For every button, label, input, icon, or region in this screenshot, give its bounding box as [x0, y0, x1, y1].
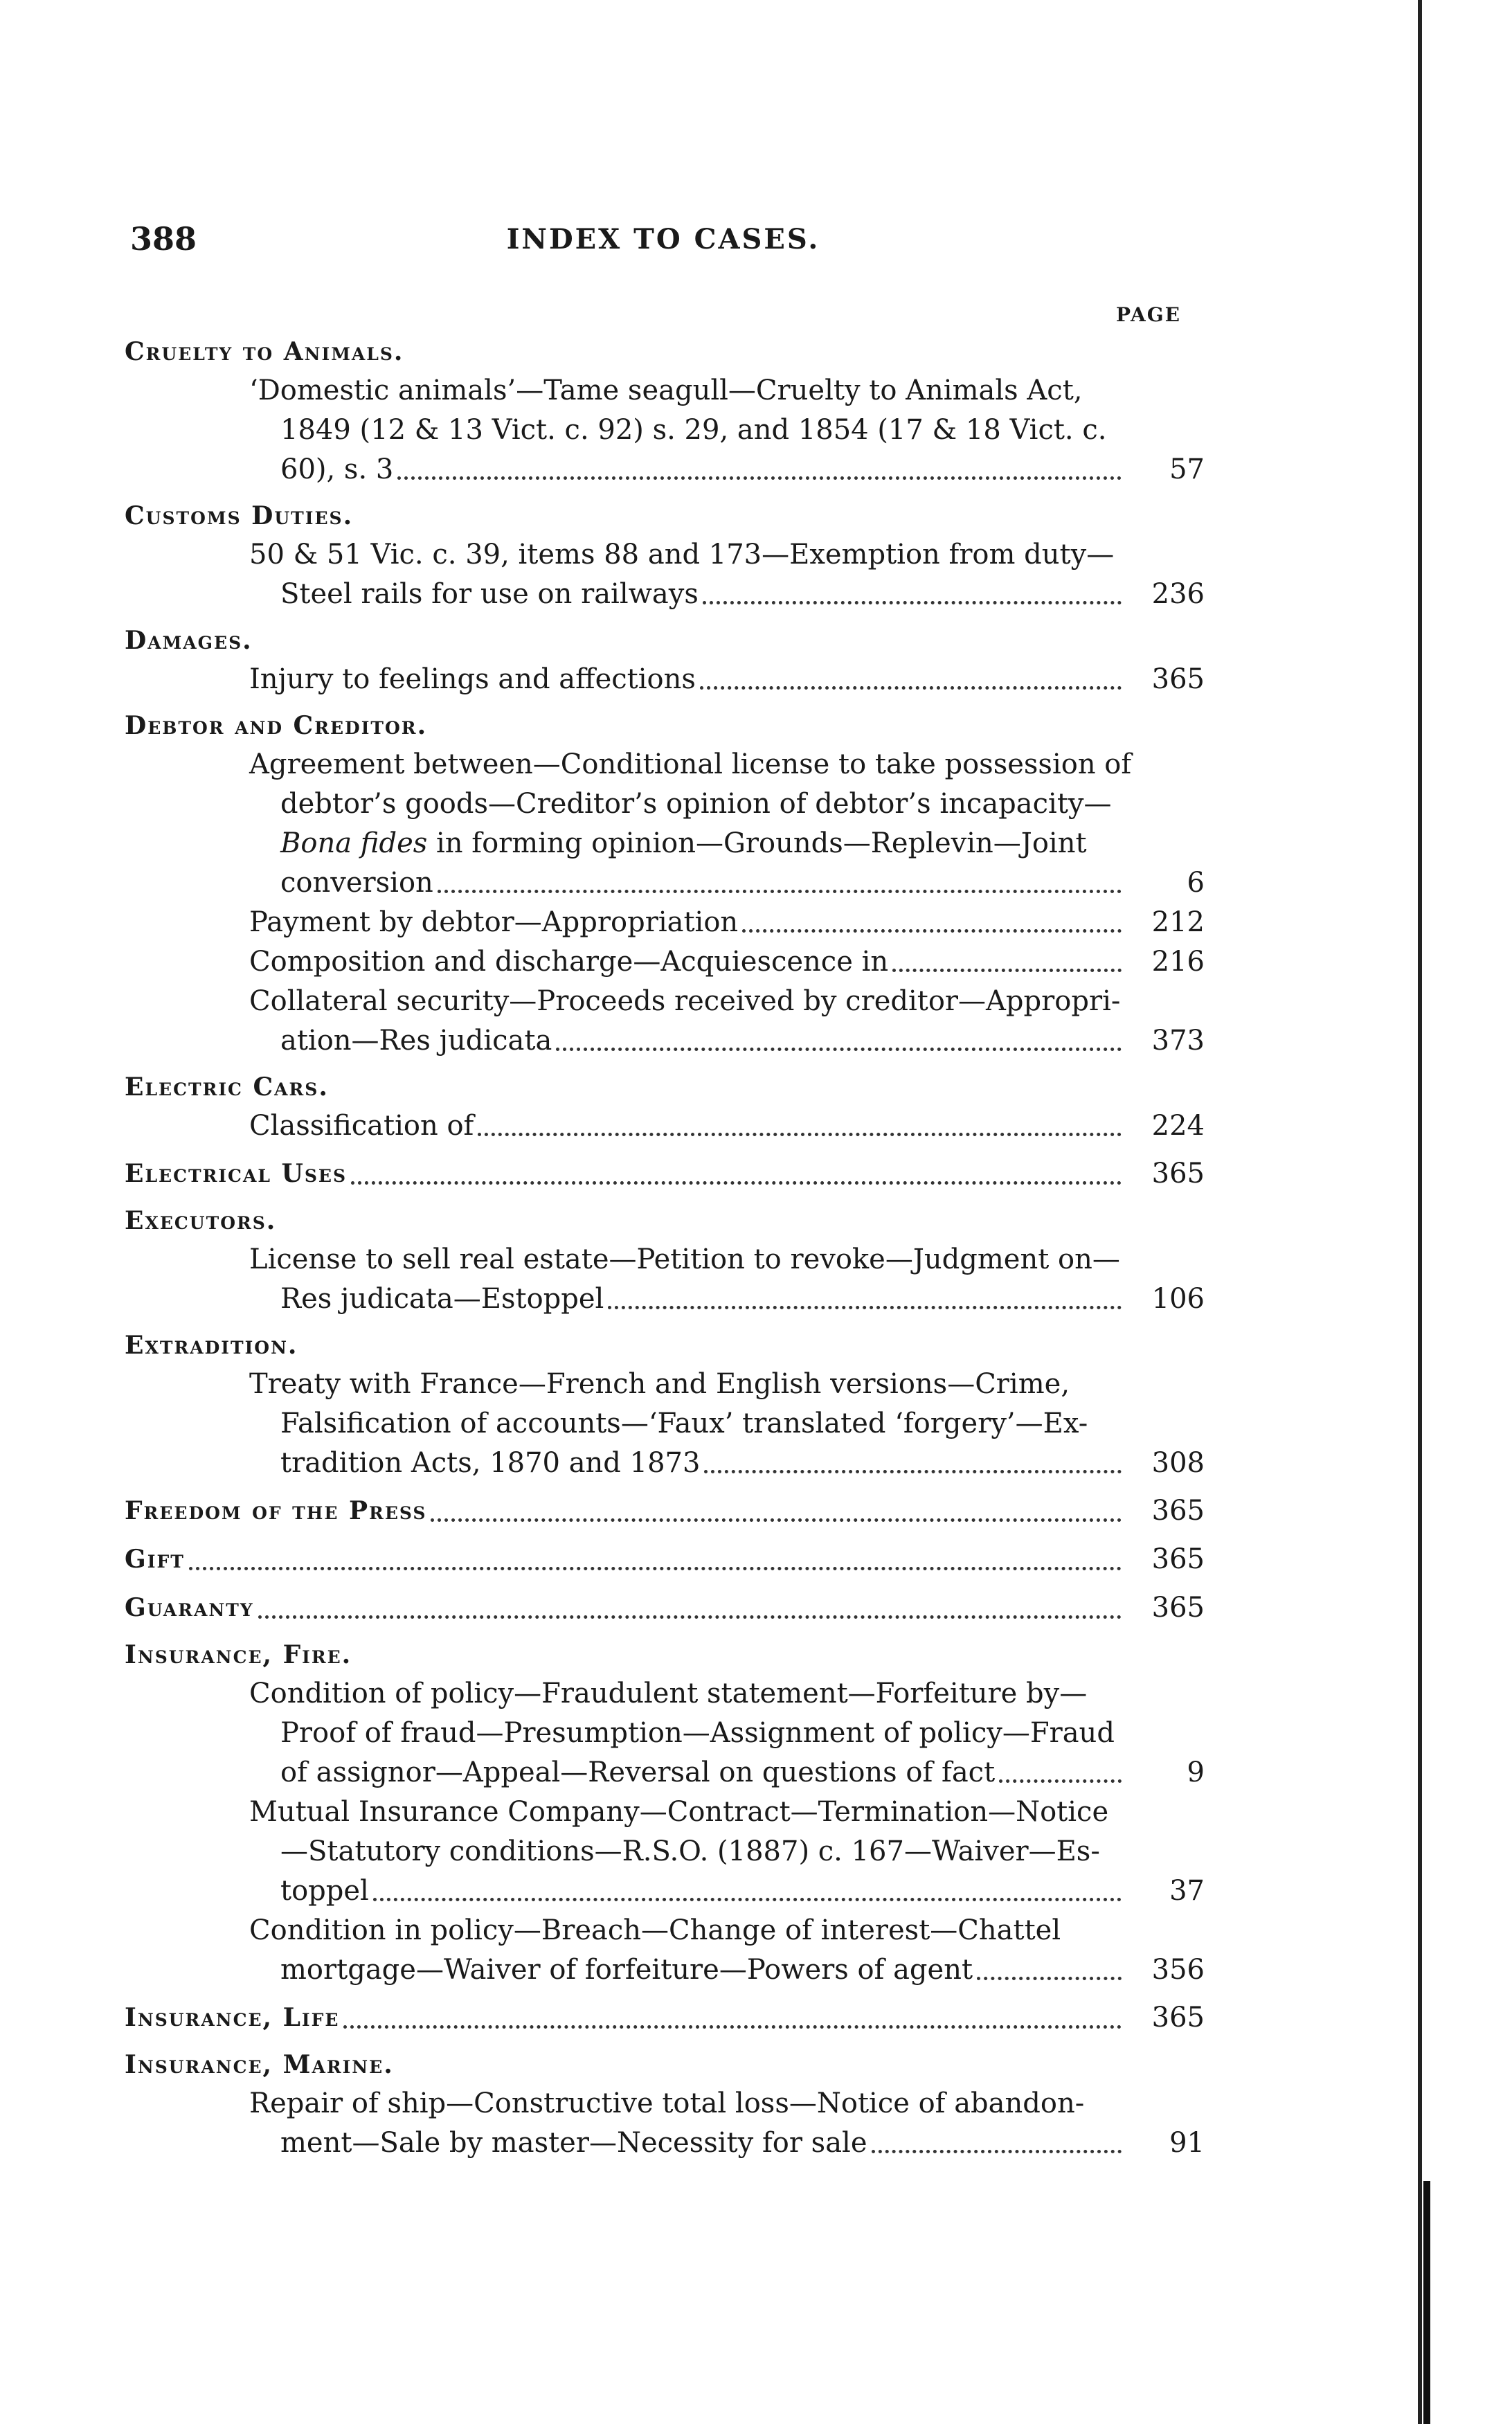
section-heading: Customs Duties.: [125, 501, 354, 530]
page-ref: 308: [1151, 1447, 1205, 1479]
heading-row: [125, 1587, 1205, 1628]
dot-leader: [872, 2150, 1122, 2153]
index-entry: [125, 1911, 1205, 1990]
entry-text: Condition of policy—Fraudulent statement—Forfeiture by—: [249, 1678, 1088, 1709]
index-entry: [125, 1674, 1205, 1793]
entry-text: Falsification of accounts—‘Faux’ translated ‘forgery’—Ex-: [280, 1408, 1088, 1439]
entry-text: 1849 (12 & 13 Vict. c. 92) s. 29, and 1854 (17 & 18 Vict. c.: [280, 414, 1107, 446]
entry-text: Agreement between—Conditional license to take possession of: [249, 748, 1132, 780]
page-ref: 216: [1151, 946, 1205, 978]
dot-leader: [703, 601, 1122, 604]
entry-line: [249, 1674, 1122, 1714]
entry-line: [249, 1106, 1205, 1146]
index-entry: [125, 2084, 1205, 2163]
dot-leader: [438, 890, 1122, 893]
dot-leader: [343, 2025, 1122, 2029]
index-section: [125, 1635, 1205, 1990]
entry-text: conversion: [280, 867, 433, 899]
dot-leader: [608, 1306, 1122, 1309]
dot-leader: [373, 1898, 1122, 1901]
entry-line: [249, 2084, 1122, 2124]
entry-text: Repair of ship—Constructive total loss—Notice of abandon-: [249, 2088, 1085, 2119]
entry-line: [249, 535, 1122, 575]
page-ref: 365: [1151, 2002, 1205, 2034]
entry-line: [249, 1871, 1205, 1911]
index-section: [125, 706, 1205, 1061]
entry-line: [249, 1444, 1205, 1483]
entry-line: [249, 1832, 1122, 1871]
section-heading-line: [125, 1490, 1205, 1532]
entry-text: ‘Domestic animals’—Tame seagull—Cruelty to Animals Act,: [249, 375, 1083, 406]
index-section: [125, 1538, 1205, 1580]
entry-line: [249, 784, 1122, 824]
entry-text: Mutual Insurance Company—Contract—Termination—Notice: [249, 1796, 1109, 1828]
section-heading: Cruelty to Animals.: [125, 337, 404, 366]
dot-leader: [431, 1518, 1122, 1522]
heading-row: [125, 1997, 1205, 2038]
index-entry: [125, 371, 1205, 490]
section-heading: Freedom of the Press: [125, 1496, 427, 1525]
index-section: [125, 1326, 1205, 1483]
index-entry: [125, 1106, 1205, 1146]
dot-leader: [351, 1181, 1122, 1185]
index-section: [125, 1587, 1205, 1628]
entry-line: [249, 1404, 1122, 1444]
entry-text: tradition Acts, 1870 and 1873: [280, 1447, 701, 1479]
page-ref: 106: [1151, 1283, 1205, 1315]
binding-edge: [1418, 0, 1422, 2424]
page-ref: 365: [1151, 1158, 1205, 1189]
page-ref: 365: [1151, 1495, 1205, 1527]
entry-line: [249, 745, 1132, 784]
index-section: [125, 1490, 1205, 1532]
page-ref: 356: [1151, 1954, 1205, 1986]
entry-line: [249, 660, 1205, 699]
entry-text: Condition in policy—Breach—Change of interest—Chattel: [249, 1914, 1061, 1946]
dot-leader: [892, 969, 1122, 972]
page-ref: 365: [1151, 1592, 1205, 1624]
running-head: INDEX TO CASES.: [506, 223, 820, 255]
entry-text: Res judicata—Estoppel: [280, 1283, 604, 1315]
section-heading: Insurance, Life: [125, 2003, 340, 2032]
entry-text: Steel rails for use on railways: [280, 578, 699, 610]
section-heading: Damages.: [125, 626, 253, 655]
page-ref: 9: [1187, 1757, 1205, 1788]
index-entry: [125, 1365, 1205, 1483]
dot-leader: [742, 929, 1122, 933]
dot-leader: [189, 1567, 1122, 1570]
dot-leader: [397, 476, 1122, 480]
entry-text: License to sell real estate—Petition to revoke—Judgment on—: [249, 1244, 1120, 1275]
page-ref: 365: [1151, 1543, 1205, 1575]
heading-row: [125, 1153, 1205, 1194]
page-ref: 37: [1169, 1875, 1205, 1907]
entry-text: Classification of: [249, 1110, 474, 1142]
section-heading: Insurance, Fire.: [125, 1640, 352, 1669]
section-heading-line: [125, 1538, 1205, 1580]
binding-edge-shadow: [1423, 2181, 1430, 2424]
entry-text: mortgage—Waiver of forfeiture—Powers of agent: [280, 1954, 973, 1986]
entry-line: [249, 411, 1122, 450]
index-section: [125, 621, 1205, 699]
entry-line: [249, 1021, 1205, 1061]
index-entry: [125, 660, 1205, 699]
entry-line: [249, 1793, 1122, 1832]
entry-line: [249, 1280, 1205, 1319]
index-body: [125, 325, 1205, 2163]
entry-text: of assignor—Appeal—Reversal on questions of fact: [280, 1757, 996, 1788]
page-ref: 212: [1151, 906, 1205, 938]
index-entry: [125, 982, 1205, 1061]
index-section: [125, 1997, 1205, 2038]
section-heading-line: [125, 1587, 1205, 1628]
entry-line: [249, 824, 1122, 863]
entry-line: [249, 982, 1122, 1021]
section-heading: Electrical Uses: [125, 1159, 348, 1188]
entry-text: 60), s. 3: [280, 454, 394, 485]
index-entry: [125, 1240, 1205, 1319]
entry-line: [249, 575, 1205, 614]
page-ref: 91: [1169, 2127, 1205, 2159]
entry-line: [249, 2124, 1205, 2163]
section-heading-line: [125, 1997, 1205, 2038]
entry-text: Bona fides in forming opinion—Grounds—Replevin—Joint: [280, 827, 1087, 859]
index-entry: [125, 535, 1205, 614]
section-heading: Executors.: [125, 1206, 277, 1235]
entry-line: [249, 1365, 1122, 1404]
page-ref: 6: [1187, 867, 1205, 899]
section-heading: Electric Cars.: [125, 1072, 329, 1102]
entry-text: debtor’s goods—Creditor’s opinion of debtor’s incapacity—: [280, 788, 1112, 820]
entry-line: [249, 1714, 1122, 1753]
entry-line: [249, 863, 1205, 903]
page-number: 388: [130, 220, 197, 258]
heading-row: [125, 1490, 1205, 1532]
page-column-label: PAGE: [1116, 303, 1181, 326]
index-section: [125, 332, 1205, 490]
entry-line: [249, 371, 1122, 411]
index-entry: [125, 1793, 1205, 1911]
entry-text: —Statutory conditions—R.S.O. (1887) c. 167—Waiver—Es-: [280, 1835, 1100, 1867]
entry-text: Composition and discharge—Acquiescence in: [249, 946, 889, 978]
entry-text: Injury to feelings and affections: [249, 663, 696, 695]
entry-line: [249, 450, 1205, 490]
entry-line: [249, 1950, 1205, 1990]
index-section: [125, 1201, 1205, 1319]
index-section: [125, 496, 1205, 614]
heading-row: [125, 1538, 1205, 1580]
section-heading-line: [125, 1153, 1205, 1194]
page-ref: 373: [1151, 1025, 1205, 1057]
entry-text: toppel: [280, 1875, 369, 1907]
section-heading: Debtor and Creditor.: [125, 711, 428, 740]
section-heading: Extradition.: [125, 1331, 298, 1360]
entry-line: [249, 942, 1205, 982]
page-header: [130, 220, 1196, 262]
dot-leader: [700, 686, 1122, 690]
page-ref: 365: [1151, 663, 1205, 695]
dot-leader: [556, 1048, 1122, 1051]
dot-leader: [999, 1779, 1122, 1783]
entry-text: ment—Sale by master—Necessity for sale: [280, 2127, 867, 2159]
entry-text: Payment by debtor—Appropriation: [249, 906, 739, 938]
entry-line: [249, 1240, 1122, 1280]
entry-line: [249, 903, 1205, 942]
page-ref: 57: [1169, 454, 1205, 485]
entry-line: [249, 1911, 1122, 1950]
section-heading: Gift: [125, 1545, 185, 1574]
index-entry: [125, 903, 1205, 942]
entry-line: [249, 1753, 1205, 1793]
entry-text: Treaty with France—French and English versions—Crime,: [249, 1368, 1070, 1400]
index-section: [125, 1153, 1205, 1194]
page-ref: 236: [1151, 578, 1205, 610]
index-section: [125, 2045, 1205, 2163]
entry-text: ation—Res judicata: [280, 1025, 552, 1057]
dot-leader: [704, 1470, 1122, 1473]
section-heading: Guaranty: [125, 1593, 254, 1622]
dot-leader: [977, 1977, 1122, 1980]
entry-text: 50 & 51 Vic. c. 39, items 88 and 173—Exemption from duty—: [249, 539, 1115, 571]
page-ref: 224: [1151, 1110, 1205, 1142]
section-heading: Insurance, Marine.: [125, 2050, 394, 2079]
index-entry: [125, 745, 1205, 903]
entry-text: Proof of fraud—Presumption—Assignment of policy—Fraud: [280, 1717, 1115, 1749]
entry-text: Collateral security—Proceeds received by creditor—Appropri-: [249, 985, 1121, 1017]
index-section: [125, 1068, 1205, 1146]
dot-leader: [478, 1133, 1122, 1136]
dot-leader: [258, 1615, 1122, 1619]
index-entry: [125, 942, 1205, 982]
